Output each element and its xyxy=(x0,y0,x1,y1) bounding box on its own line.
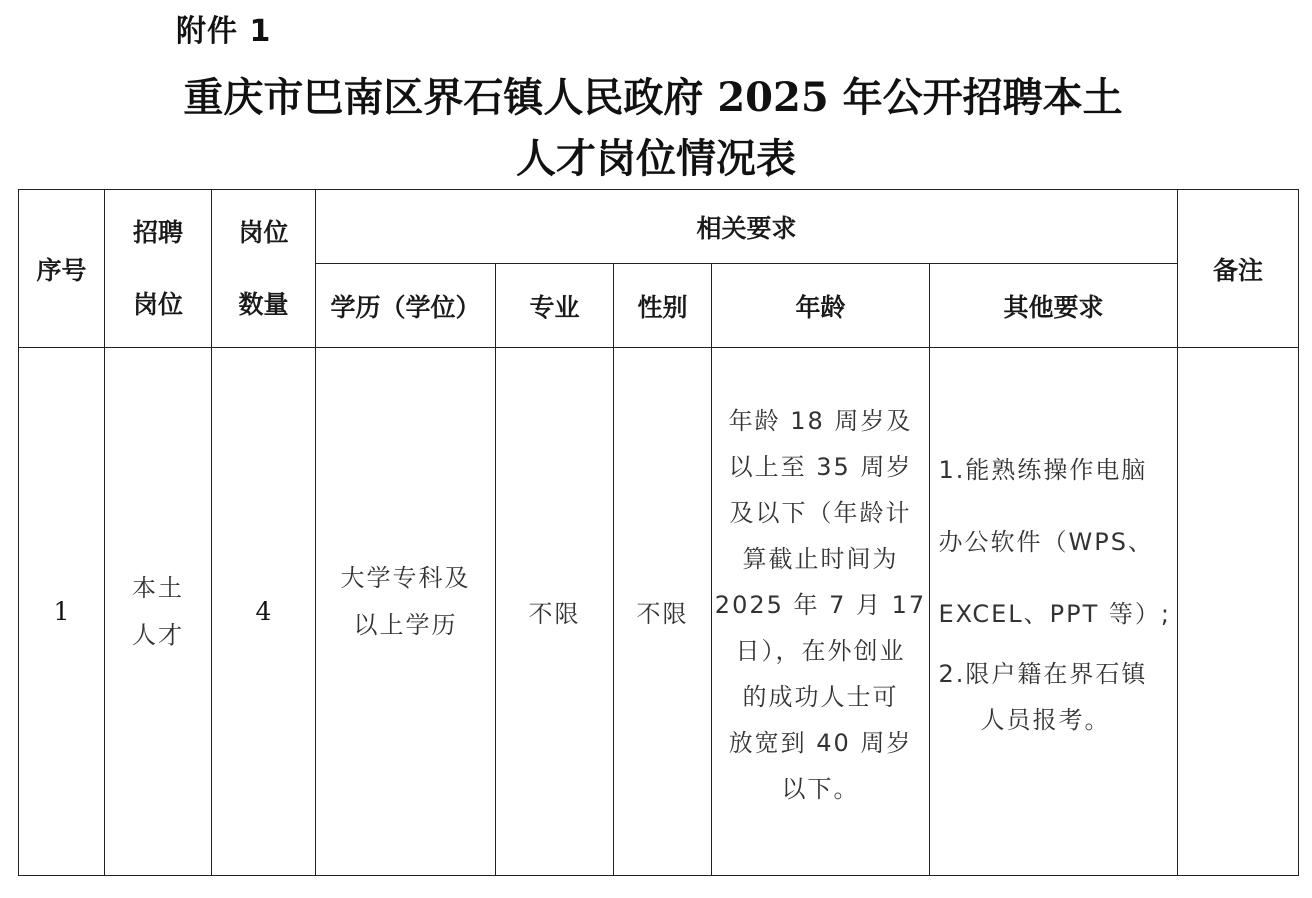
age-line-8: 放宽到 40 周岁 xyxy=(728,728,913,757)
age-line-1: 年龄 18 周岁及 xyxy=(728,406,913,435)
cell-count: 4 xyxy=(212,348,316,876)
header-other: 其他要求 xyxy=(930,264,1178,348)
cell-education-line-2: 以上学历 xyxy=(353,610,458,639)
other-line-1: 1.能熟练操作电脑 xyxy=(938,455,1148,484)
other-line-3: EXCEL、PPT 等）; xyxy=(938,599,1171,628)
other-line-5: 人员报考。 xyxy=(980,705,1111,734)
header-seq: 序号 xyxy=(19,190,105,348)
age-line-9: 以下。 xyxy=(781,774,860,803)
cell-gender: 不限 xyxy=(614,348,712,876)
cell-position xyxy=(105,348,212,876)
age-line-4: 算截止时间为 xyxy=(742,544,899,573)
header-count-line-1: 岗位 xyxy=(238,217,289,247)
header-age: 年龄 xyxy=(712,264,930,348)
header-position-line-1: 招聘 xyxy=(132,217,183,247)
age-line-7: 的成功人士可 xyxy=(742,682,899,711)
cell-major: 不限 xyxy=(496,348,614,876)
cell-position-line-2: 人才 xyxy=(132,620,184,649)
other-line-4: 2.限户籍在界石镇 xyxy=(938,659,1148,688)
age-line-3: 及以下（年龄计 xyxy=(729,498,912,527)
age-line-5: 2025 年 7 月 17 xyxy=(714,590,927,619)
header-major: 专业 xyxy=(496,264,614,348)
header-count-line-2: 数量 xyxy=(238,289,289,319)
attachment-label: 附件 1 xyxy=(176,14,272,49)
header-education: 学历（学位） xyxy=(316,264,496,348)
header-position-line-2: 岗位 xyxy=(132,289,183,319)
age-line-6: 日），在外创业 xyxy=(735,636,906,665)
cell-education xyxy=(316,348,496,876)
cell-age xyxy=(712,348,930,876)
header-requirements: 相关要求 xyxy=(316,190,1178,264)
cell-education-line-1: 大学专科及 xyxy=(340,563,471,592)
cell-other xyxy=(930,348,1178,876)
document-title-line-1: 重庆市巴南区界石镇人民政府 2025 年公开招聘本土 xyxy=(183,74,1123,121)
cell-position-line-1: 本土 xyxy=(132,573,184,602)
header-position xyxy=(105,190,212,348)
header-gender: 性别 xyxy=(614,264,712,348)
header-remarks: 备注 xyxy=(1178,190,1299,348)
header-row-1 xyxy=(19,190,1299,264)
positions-table xyxy=(18,189,1299,876)
document-title-line-2: 人才岗位情况表 xyxy=(516,135,796,182)
other-line-2: 办公软件（WPS、 xyxy=(938,527,1154,556)
cell-remarks xyxy=(1178,348,1299,876)
age-line-2: 以上至 35 周岁 xyxy=(728,452,913,481)
table-row xyxy=(19,348,1299,876)
header-count xyxy=(212,190,316,348)
cell-seq: 1 xyxy=(19,348,105,876)
